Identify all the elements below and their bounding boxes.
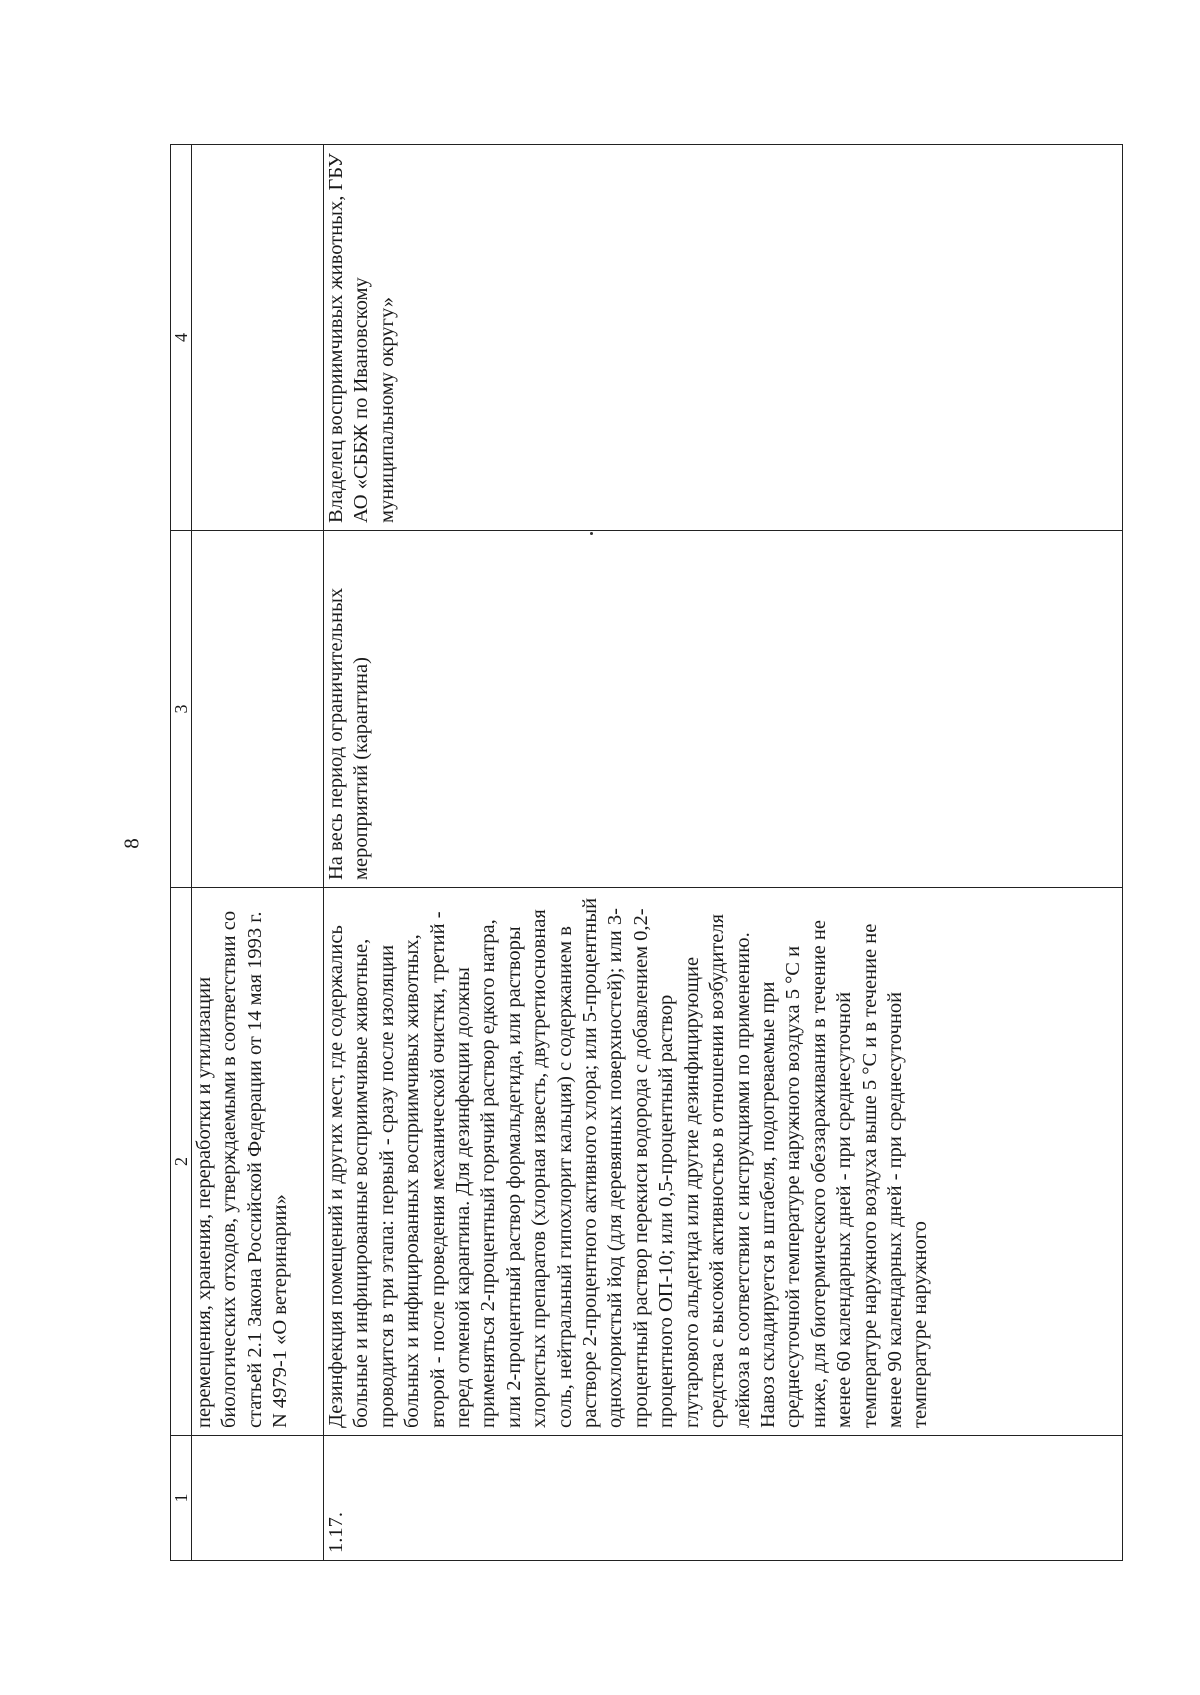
row-number [192, 1436, 324, 1561]
page-number: 8 [119, 838, 144, 849]
header-col-1: 1 [171, 1436, 192, 1561]
table-row [324, 145, 1123, 1561]
row-number: 1.17. [324, 1436, 1123, 1561]
responsible-text [192, 145, 324, 531]
responsible-text: Владелец восприимчивых животных, ГБУ АО «СББЖ по Ивановскому муниципальному округу» [324, 145, 1123, 531]
measures-table [170, 144, 1123, 1561]
header-col-3: 3 [171, 531, 192, 888]
table-header-row [171, 145, 192, 1561]
scan-speck [590, 532, 593, 535]
measure-text: перемещения, хранения, переработки и утилизации биологических отходов, утверждаемыми в соответствии со статьей 2.1 Закона Российской Федерации от 14 мая 1993 г. N 4979-1 «О ветеринарии» [192, 888, 324, 1436]
measure-text: Дезинфекция помещений и других мест, где содержались больные и инфицированные восприимчивые животные, проводится в три этапа: первый - сразу после изоляции больных и инфицированных восприимчивых животных, второй - после проведения механической очистки, третий - перед отменой карантина. Для дезинфекции должны применяться 2-процентный горячий раствор едкого натра, или 2-процентный раствор формальдегида, или растворы хлористых препаратов (хлорная известь, двутретиосновная соль, нейтральный гипохлорит кальция) с содержанием в растворе 2-процентного активного хлора; или 5-процентный однохлористый йод (для деревянных поверхностей); или 3-процентный раствор перекиси водорода с добавлением 0,2-процентного ОП-10; или 0,5-процентный раствор глутарового альдегида или другие дезинфицирующие средства с высокой активностью в отношении возбудителя лейкоза в соответствии с инструкциями по применению. Навоз складируется в штабеля, подогреваемые при среднесуточной температуре наружного воздуха 5 °С и ниже, для биотермического обеззараживания в течение не менее 60 календарных дней - при среднесуточной температуре наружного воздуха выше 5 °С и в течение не менее 90 календарных дней - при среднесуточной температуре наружного [324, 888, 1123, 1436]
header-col-4: 4 [171, 145, 192, 531]
rotated-table-frame [170, 145, 1123, 1561]
header-col-2: 2 [171, 888, 192, 1436]
period-text [192, 531, 324, 888]
table-row [192, 145, 324, 1561]
period-text: На весь период ограничительных мероприятий (карантина) [324, 531, 1123, 888]
